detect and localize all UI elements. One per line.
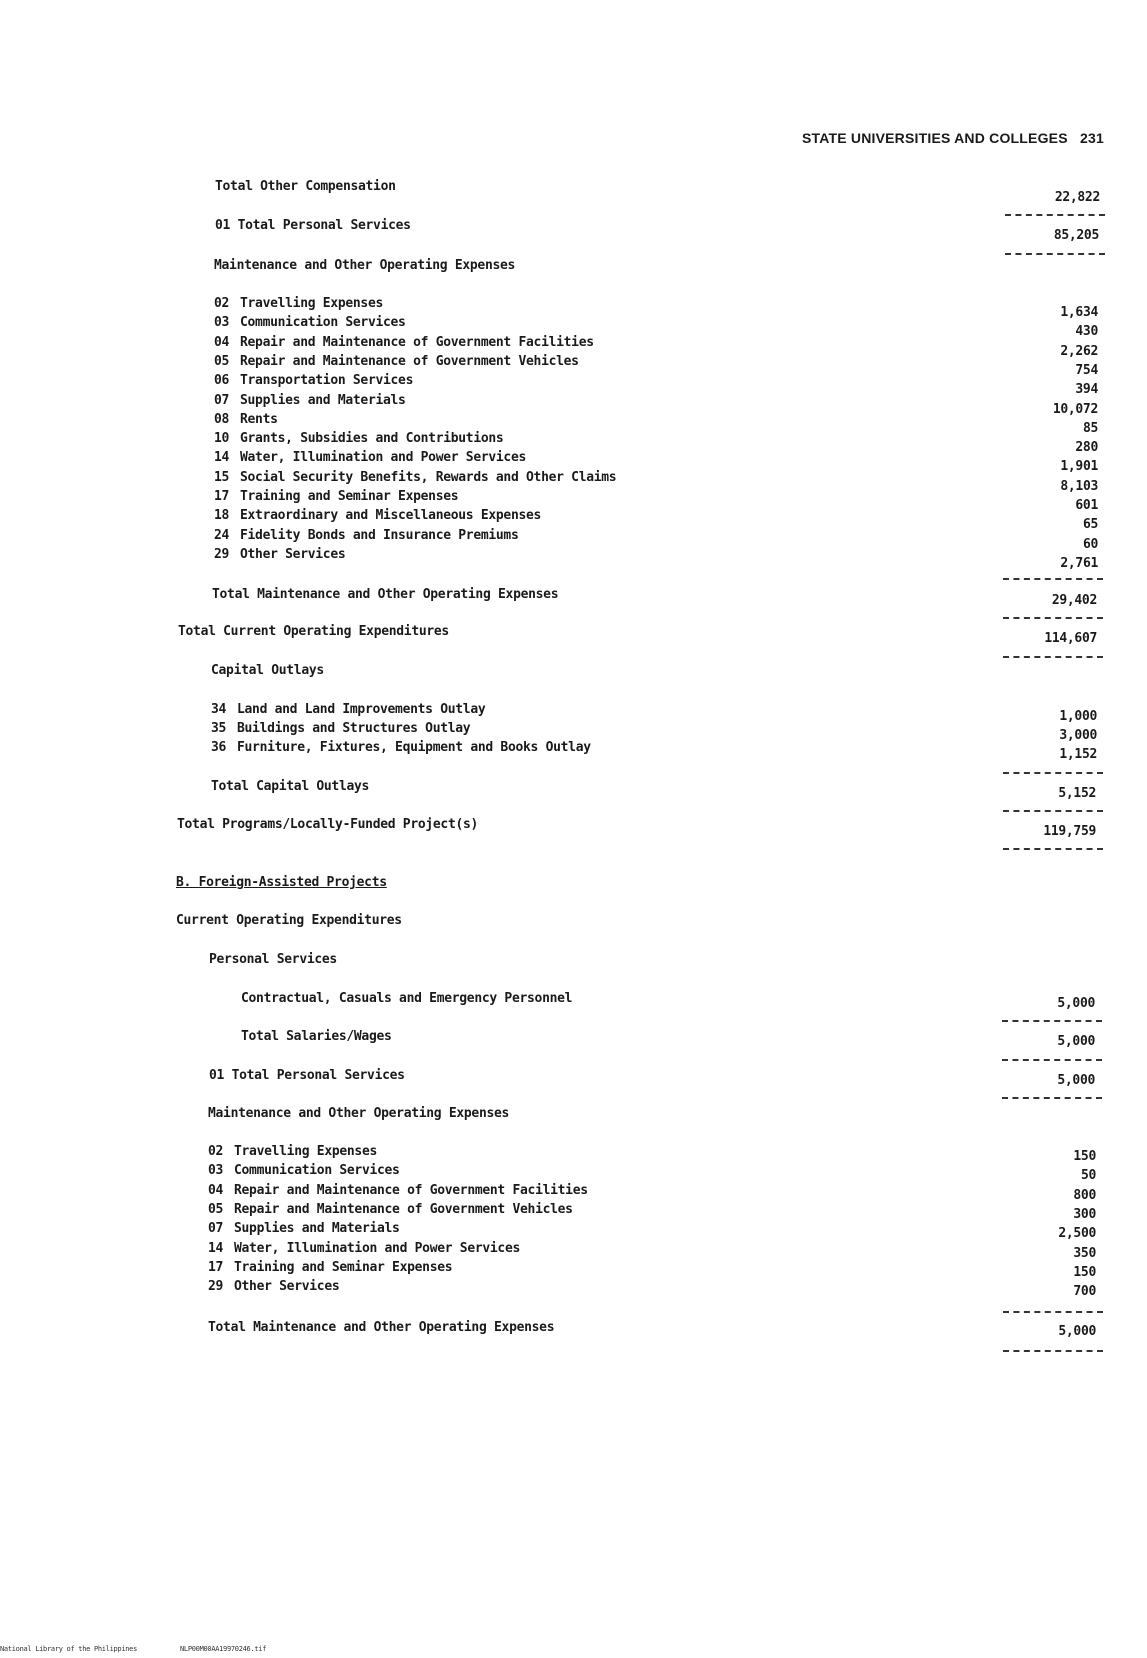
- b-mooe-item-value: 700: [1073, 1284, 1096, 1300]
- mooe-item-code: 03: [214, 315, 230, 331]
- rule: [1002, 1059, 1102, 1061]
- mooe-item-value: 85: [1082, 420, 1098, 436]
- part-b-heading: B. Foreign-Assisted Projects: [176, 875, 387, 890]
- mooe-item-label: Other Services: [240, 546, 346, 562]
- b-mooe-item-code: 03: [208, 1163, 224, 1179]
- rule: [1003, 848, 1103, 850]
- mooe-item-code: 18: [214, 508, 230, 524]
- total-current-label: Total Current Operating Expenditures: [178, 624, 449, 639]
- mooe-item-value: 394: [1075, 382, 1098, 398]
- mooe-item-value: 601: [1075, 498, 1098, 513]
- total-capital-value: 5,152: [1058, 786, 1096, 801]
- b-mooe-item-value: 300: [1073, 1206, 1096, 1222]
- total-salaries-label: Total Salaries/Wages: [241, 1029, 392, 1044]
- rule: [1002, 1020, 1102, 1022]
- b-mooe-item-value: 350: [1073, 1245, 1096, 1261]
- mooe-item-code: 17: [214, 489, 230, 504]
- mooe-item-value: 2,761: [1060, 555, 1098, 571]
- mooe-item-value: 280: [1075, 440, 1098, 456]
- mooe-heading: Maintenance and Other Operating Expenses: [214, 258, 516, 273]
- b-mooe-item-label: Communication Services: [234, 1163, 400, 1179]
- rule: [1003, 578, 1103, 580]
- b-total-personal-services-label: 01 Total Personal Services: [209, 1068, 405, 1083]
- capital-item-value: 3,000: [1059, 728, 1097, 744]
- mooe-item-label: Rents: [240, 411, 278, 427]
- capital-item-value: 1,152: [1059, 747, 1097, 763]
- mooe-item-value: 2,262: [1060, 343, 1098, 359]
- mooe-item-label: Water, Illumination and Power Services: [240, 450, 527, 466]
- mooe-item-label: Travelling Expenses: [240, 296, 384, 311]
- mooe-item-label: Supplies and Materials: [240, 392, 406, 408]
- mooe-item-value: 1,901: [1060, 459, 1098, 475]
- section-title: STATE UNIVERSITIES AND COLLEGES: [802, 130, 1068, 146]
- rule: [1003, 772, 1103, 774]
- b-mooe-item-label: Water, Illumination and Power Services: [234, 1240, 521, 1256]
- rule: [1003, 1350, 1103, 1352]
- b-mooe-item-label: Repair and Maintenance of Government Facilities: [234, 1182, 588, 1198]
- mooe-item-label: Fidelity Bonds and Insurance Premiums: [240, 527, 519, 543]
- mooe-item-value: 430: [1075, 324, 1098, 340]
- mooe-item-label: Grants, Subsidies and Contributions: [240, 431, 504, 447]
- mooe-item-label: Repair and Maintenance of Government Vehicles: [240, 353, 579, 369]
- capital-item-label: Buildings and Structures Outlay: [237, 721, 471, 737]
- capital-item-label: Land and Land Improvements Outlay: [237, 702, 486, 717]
- capital-item-code: 34: [211, 702, 227, 717]
- b-mooe-item-code: 17: [208, 1259, 224, 1275]
- capital-heading: Capital Outlays: [211, 663, 324, 678]
- b-mooe-item-value: 50: [1080, 1168, 1096, 1184]
- rule: [1003, 810, 1103, 812]
- personal-services-heading: Personal Services: [209, 952, 337, 967]
- mooe-item-code: 08: [214, 411, 230, 427]
- b-mooe-item-code: 04: [208, 1182, 224, 1198]
- mooe-item-value: 10,072: [1052, 401, 1098, 417]
- b-mooe-item-value: 800: [1073, 1187, 1096, 1203]
- mooe-item-label: Extraordinary and Miscellaneous Expenses: [240, 508, 542, 524]
- rule: [1003, 1311, 1103, 1313]
- mooe-item-code: 06: [214, 373, 230, 389]
- total-programs-label: Total Programs/Locally-Funded Project(s): [177, 817, 479, 832]
- contractual-value: 5,000: [1057, 996, 1095, 1011]
- mooe-item-label: Transportation Services: [240, 373, 414, 389]
- b-mooe-item-value: 150: [1073, 1264, 1096, 1280]
- mooe-item-code: 15: [214, 469, 230, 485]
- total-personal-services-value: 85,205: [1053, 228, 1099, 243]
- capital-item-value: 1,000: [1059, 709, 1097, 724]
- b-mooe-item-code: 05: [208, 1201, 224, 1217]
- mooe-item-label: Social Security Benefits, Rewards and Other Claims: [240, 469, 617, 485]
- total-salaries-value: 5,000: [1057, 1034, 1095, 1049]
- total-capital-label: Total Capital Outlays: [211, 779, 370, 794]
- b-mooe-item-label: Training and Seminar Expenses: [234, 1259, 453, 1275]
- b-mooe-item-label: Repair and Maintenance of Government Vehicles: [234, 1201, 573, 1217]
- b-total-mooe-value: 5,000: [1058, 1324, 1096, 1339]
- mooe-item-value: 1,634: [1060, 305, 1098, 320]
- b-mooe-item-label: Supplies and Materials: [234, 1221, 400, 1237]
- total-personal-services-label: 01 Total Personal Services: [215, 218, 411, 233]
- mooe-item-code: 14: [214, 450, 230, 466]
- b-mooe-item-label: Other Services: [234, 1279, 340, 1295]
- b-mooe-heading: Maintenance and Other Operating Expenses: [208, 1106, 510, 1121]
- total-programs-value: 119,759: [1043, 824, 1096, 839]
- b-mooe-item-code: 07: [208, 1221, 224, 1237]
- mooe-item-code: 04: [214, 334, 230, 350]
- rule: [1003, 656, 1103, 658]
- mooe-item-value: 65: [1082, 517, 1098, 533]
- mooe-item-value: 8,103: [1060, 478, 1098, 494]
- mooe-item-code: 05: [214, 353, 230, 369]
- total-other-compensation-value: 22,822: [1054, 190, 1100, 205]
- mooe-item-code: 24: [214, 527, 230, 543]
- b-mooe-item-code: 29: [208, 1279, 224, 1295]
- capital-item-label: Furniture, Fixtures, Equipment and Books Outlay: [237, 740, 591, 756]
- total-current-value: 114,607: [1044, 631, 1097, 646]
- current-expenditures-heading: Current Operating Expenditures: [176, 913, 402, 928]
- mooe-item-code: 02: [214, 296, 230, 311]
- contractual-label: Contractual, Casuals and Emergency Personnel: [241, 991, 573, 1006]
- page-number: 231: [1080, 130, 1104, 146]
- mooe-item-label: Communication Services: [240, 315, 406, 331]
- footer-file: NLP00M00AA19970246.tif: [180, 1645, 267, 1653]
- footer-library: National Library of the Philippines: [0, 1645, 138, 1653]
- total-other-compensation-label: Total Other Compensation: [215, 179, 396, 194]
- rule: [1003, 617, 1103, 619]
- rule: [1002, 1097, 1102, 1099]
- b-mooe-item-code: 02: [208, 1144, 224, 1159]
- total-mooe-label: Total Maintenance and Other Operating Expenses: [212, 587, 559, 602]
- b-mooe-item-code: 14: [208, 1240, 224, 1256]
- total-mooe-value: 29,402: [1051, 593, 1097, 608]
- mooe-item-label: Repair and Maintenance of Government Facilities: [240, 334, 594, 350]
- mooe-item-value: 754: [1075, 362, 1098, 378]
- page-header: [802, 130, 1104, 146]
- b-total-personal-services-value: 5,000: [1057, 1073, 1095, 1088]
- mooe-item-code: 07: [214, 392, 230, 408]
- capital-item-code: 36: [211, 740, 227, 756]
- rule: [1005, 214, 1105, 216]
- capital-item-code: 35: [211, 721, 227, 737]
- b-mooe-item-value: 150: [1073, 1149, 1096, 1164]
- b-mooe-item-value: 2,500: [1058, 1226, 1096, 1242]
- mooe-item-code: 10: [214, 431, 230, 447]
- b-total-mooe-label: Total Maintenance and Other Operating Expenses: [208, 1320, 555, 1335]
- rule: [1005, 253, 1105, 255]
- b-mooe-item-label: Travelling Expenses: [234, 1144, 378, 1159]
- mooe-item-code: 29: [214, 546, 230, 562]
- mooe-item-value: 60: [1082, 536, 1098, 552]
- mooe-item-label: Training and Seminar Expenses: [240, 489, 459, 504]
